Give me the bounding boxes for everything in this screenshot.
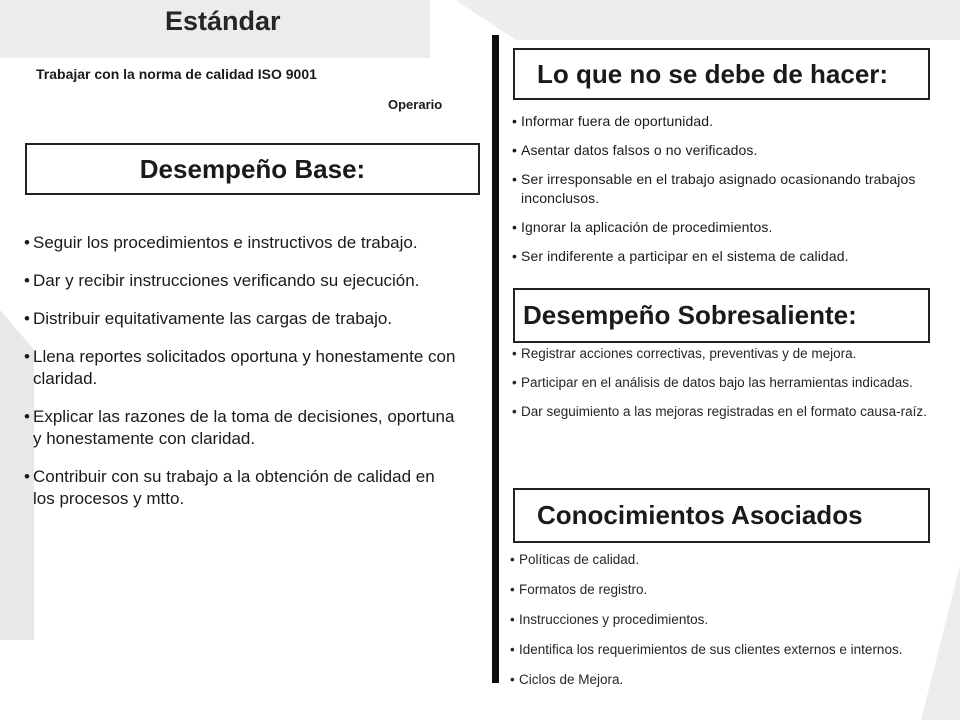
sobresaliente-item: • Participar en el análisis de datos bajo las herramientas indicadas. <box>521 373 951 392</box>
no-hacer-heading: Lo que no se debe de hacer: <box>513 48 930 100</box>
conocimientos-item: • Políticas de calidad. <box>519 550 944 569</box>
no-hacer-item: • Informar fuera de oportunidad. <box>521 112 956 131</box>
sobresaliente-list <box>521 344 951 431</box>
conocimientos-item: • Identifica los requerimientos de sus clientes externos e internos. <box>519 640 944 659</box>
base-item: • Explicar las razones de la toma de decisiones, oportuna y honestamente con claridad. <box>33 406 458 450</box>
base-item: • Distribuir equitativamente las cargas de trabajo. <box>33 308 458 330</box>
conocimientos-heading: Conocimientos Asociados <box>513 488 930 543</box>
conocimientos-item: • Ciclos de Mejora. <box>519 670 944 689</box>
page-title: Estándar <box>165 6 281 36</box>
base-item: • Contribuir con su trabajo a la obtención de calidad en los procesos y mtto. <box>33 466 458 510</box>
conocimientos-item: • Formatos de registro. <box>519 580 944 599</box>
sobresaliente-item: • Dar seguimiento a las mejoras registradas en el formato causa-raíz. <box>521 402 951 421</box>
no-hacer-item: • Ignorar la aplicación de procedimientos. <box>521 218 956 237</box>
sobresaliente-item: • Registrar acciones correctivas, preventivas y de mejora. <box>521 344 951 363</box>
base-list <box>33 232 458 526</box>
conocimientos-item: • Instrucciones y procedimientos. <box>519 610 944 629</box>
decor-top-right <box>455 0 960 40</box>
vertical-divider <box>492 35 499 683</box>
base-item: • Dar y recibir instrucciones verificando su ejecución. <box>33 270 458 292</box>
no-hacer-item: • Ser irresponsable en el trabajo asignado ocasionando trabajos inconclusos. <box>521 170 956 208</box>
sobresaliente-heading: Desempeño Sobresaliente: <box>513 288 930 343</box>
no-hacer-list <box>521 112 956 276</box>
no-hacer-item: • Ser indiferente a participar en el sistema de calidad. <box>521 247 956 266</box>
standard-subtitle: Trabajar con la norma de calidad ISO 9001 <box>36 66 317 82</box>
conocimientos-list <box>519 550 944 700</box>
base-item: • Seguir los procedimientos e instructivos de trabajo. <box>33 232 458 254</box>
no-hacer-item: • Asentar datos falsos o no verificados. <box>521 141 956 160</box>
base-heading: Desempeño Base: <box>25 143 480 195</box>
role-label: Operario <box>388 97 443 112</box>
base-item: • Llena reportes solicitados oportuna y honestamente con claridad. <box>33 346 458 390</box>
